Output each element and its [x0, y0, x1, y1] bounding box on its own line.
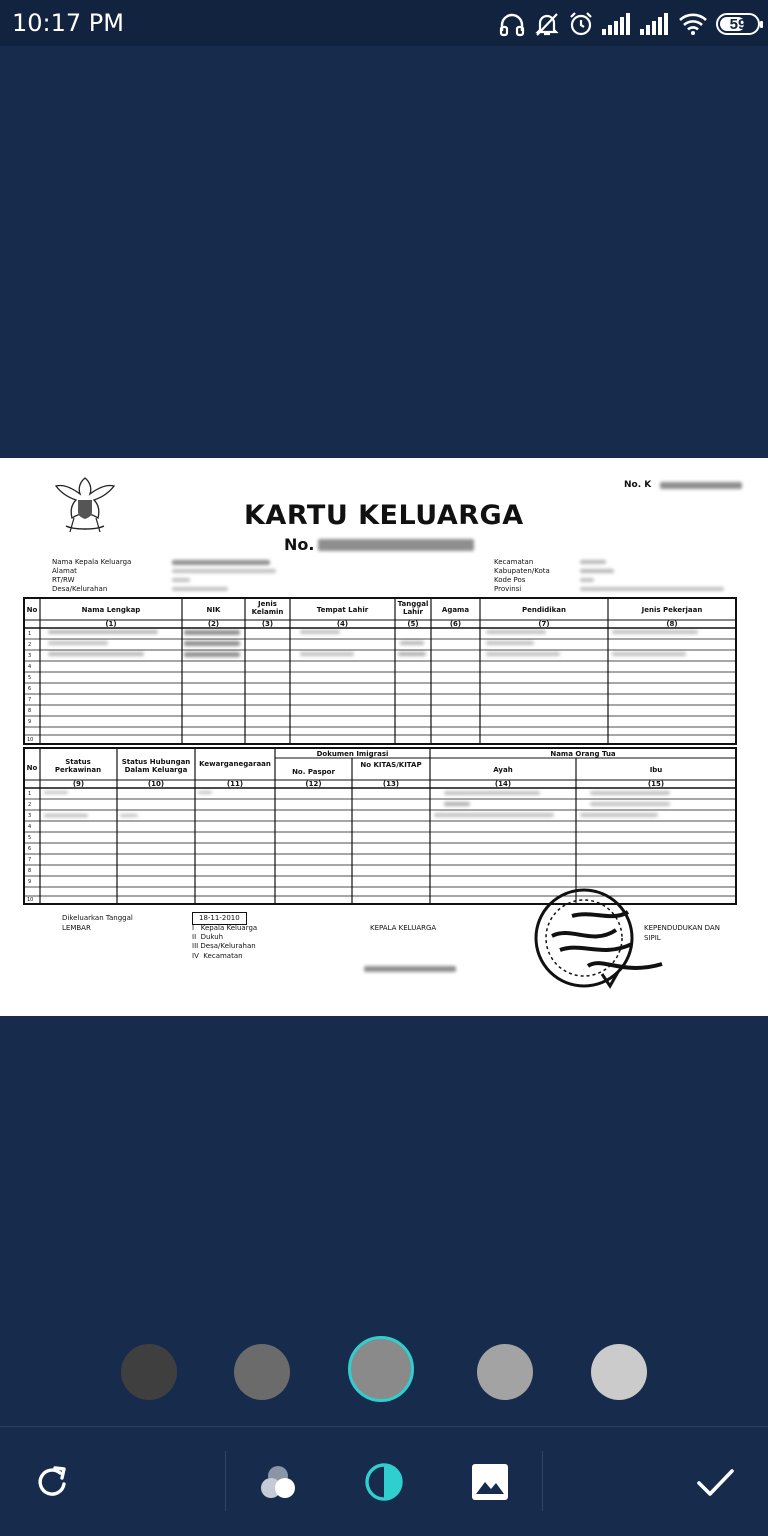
- office-label: SIPIL: [644, 934, 661, 942]
- redacted-cell: [590, 791, 670, 795]
- status-icons: [498, 8, 760, 40]
- redacted-cell: [580, 813, 658, 817]
- issued-label: Dikeluarkan Tanggal: [62, 914, 133, 922]
- table1-header-no: No: [26, 606, 38, 614]
- field-label: Kode Pos: [494, 576, 526, 584]
- svg-text:8: 8: [28, 868, 32, 874]
- office-label: KEPENDUDUKAN DAN: [644, 924, 720, 932]
- table2-header-marital: Status Perkawinan: [54, 758, 102, 774]
- table2-header-passport: No. Paspor: [292, 768, 335, 776]
- signal-icon: [602, 13, 632, 35]
- redacted-cell: [486, 641, 534, 645]
- svg-text:6: 6: [28, 686, 32, 692]
- redacted-cell: [198, 791, 212, 794]
- top-right-label: No. K: [624, 480, 652, 490]
- svg-text:3: 3: [28, 813, 32, 819]
- svg-text:4: 4: [28, 664, 32, 670]
- check-icon: [694, 1461, 736, 1503]
- table1-colnum: (4): [336, 620, 349, 628]
- toolbar-separator: [225, 1451, 226, 1511]
- redacted-cell: [184, 641, 240, 646]
- svg-text:3: 3: [28, 653, 32, 659]
- svg-text:2: 2: [28, 642, 32, 648]
- table1-colnum: (8): [666, 620, 678, 628]
- status-time: 10:17 PM: [12, 9, 124, 37]
- redacted-cell: [300, 630, 340, 634]
- table1-header-gender: Jenis Kelamin: [251, 600, 284, 616]
- signal-icon: [640, 13, 670, 35]
- redacted-cell: [184, 630, 240, 635]
- redacted-cell: [48, 652, 144, 656]
- issued-date: 18-11-2010: [192, 912, 247, 925]
- redacted-cell: [444, 802, 470, 806]
- field-label: Kecamatan: [494, 558, 534, 566]
- redacted-cell: [398, 652, 426, 656]
- svg-text:9: 9: [28, 719, 32, 725]
- redacted-cell: [400, 641, 424, 645]
- svg-text:9: 9: [28, 879, 32, 885]
- table1-header-religion: Agama: [441, 606, 470, 614]
- filter-swatch-2[interactable]: [234, 1344, 290, 1400]
- filter-swatches: [0, 1336, 768, 1408]
- filter-swatch-5[interactable]: [591, 1344, 647, 1400]
- contrast-button[interactable]: [359, 1457, 409, 1507]
- head-label: KEPALA KELUARGA: [370, 924, 437, 932]
- table1-colnum: (6): [449, 620, 462, 628]
- table1-colnum: (5): [407, 620, 419, 628]
- table2-colnum: (9): [72, 780, 85, 788]
- field-label: Alamat: [52, 567, 77, 575]
- svg-text:2: 2: [28, 802, 32, 808]
- rotate-button[interactable]: [28, 1457, 78, 1507]
- table2-group-parents: Nama Orang Tua: [550, 750, 616, 758]
- sheet-item: IV Kecamatan: [192, 952, 243, 960]
- filter-swatch-3-selected[interactable]: [348, 1336, 414, 1402]
- redacted-cell: [612, 652, 686, 656]
- scanned-document[interactable]: [0, 458, 768, 1016]
- redacted-cell: [48, 630, 158, 634]
- wifi-icon: [678, 12, 708, 36]
- field-label: Nama Kepala Keluarga: [52, 558, 132, 566]
- color-filter-button[interactable]: [253, 1457, 303, 1507]
- alarm-icon: [568, 11, 594, 37]
- field-label: Provinsi: [494, 585, 522, 593]
- redacted-cell: [590, 802, 670, 806]
- sheet-item: I Kepala Keluarga: [192, 924, 258, 932]
- redacted-cell: [486, 630, 546, 634]
- table2-colnum: (12): [305, 780, 322, 788]
- rotate-icon: [33, 1462, 73, 1502]
- contrast-icon: [363, 1461, 405, 1503]
- table1-header-job: Jenis Pekerjaan: [641, 606, 703, 614]
- table1-header-birthdate: Tanggal Lahir: [397, 600, 429, 616]
- redacted-cell: [486, 652, 560, 656]
- field-label: RT/RW: [52, 576, 75, 584]
- svg-text:5: 5: [28, 835, 32, 841]
- table2-colnum: (14): [494, 780, 512, 788]
- image-icon: [469, 1461, 511, 1503]
- table2-header-citizenship: Kewarganegaraan: [199, 760, 271, 768]
- table2-colnum: (13): [382, 780, 400, 788]
- svg-text:4: 4: [28, 824, 32, 830]
- sheet-item: III Desa/Kelurahan: [192, 942, 256, 950]
- color-filter-icon: [256, 1460, 300, 1504]
- svg-text:10: 10: [27, 897, 34, 903]
- headphones-icon: [498, 11, 526, 37]
- official-stamp-icon: [532, 886, 682, 996]
- sheet-label: LEMBAR: [62, 924, 91, 932]
- svg-text:1: 1: [28, 791, 32, 797]
- svg-text:8: 8: [28, 708, 32, 714]
- battery-level: 59: [729, 15, 747, 33]
- table2-group-immigration: Dokumen Imigrasi: [316, 750, 389, 758]
- document-title: KARTU KELUARGA: [244, 500, 524, 531]
- table1-colnum: (7): [538, 620, 550, 628]
- redacted-cell: [300, 652, 354, 656]
- field-label: Kabupaten/Kota: [494, 567, 550, 575]
- table1-header-education: Pendidikan: [521, 606, 567, 614]
- table1-colnum: (2): [207, 620, 220, 628]
- redacted-cell: [444, 791, 540, 795]
- confirm-button[interactable]: [690, 1457, 740, 1507]
- table2-header-father: Ayah: [493, 766, 513, 774]
- sheet-item: II Dukuh: [192, 933, 224, 941]
- table1-header-birthplace: Tempat Lahir: [316, 606, 369, 614]
- redacted-cell: [184, 652, 240, 657]
- redacted-cell: [48, 641, 108, 645]
- toolbar-separator: [542, 1451, 543, 1511]
- table1-colnum: (1): [105, 620, 117, 628]
- svg-text:6: 6: [28, 846, 32, 852]
- table2-colnum: (11): [226, 780, 244, 788]
- table2-header-no: No: [26, 764, 38, 772]
- table2-header-relationship: Status Hubungan Dalam Keluarga: [121, 758, 191, 774]
- table1-colnum: (3): [261, 620, 274, 628]
- table2-colnum: (10): [147, 780, 165, 788]
- battery-icon: [716, 13, 760, 35]
- table2-header-mother: Ibu: [649, 766, 663, 774]
- redacted-cell: [434, 813, 554, 817]
- svg-text:7: 7: [28, 857, 32, 863]
- svg-text:7: 7: [28, 697, 32, 703]
- filter-swatch-4[interactable]: [477, 1344, 533, 1400]
- redacted-cell: [612, 630, 698, 634]
- status-bar: [0, 0, 768, 46]
- table2-colnum: (15): [647, 780, 665, 788]
- table2-header-kitas: No KITAS/KITAP: [360, 761, 422, 769]
- table1-header-name: Nama Lengkap: [81, 606, 141, 614]
- svg-text:10: 10: [27, 737, 34, 743]
- head-signature-name: [364, 966, 456, 972]
- bottom-toolbar: [0, 1427, 768, 1536]
- image-button[interactable]: [465, 1457, 515, 1507]
- redacted-cell: [44, 814, 88, 817]
- redacted-cell: [120, 814, 138, 817]
- filter-swatch-1[interactable]: [121, 1344, 177, 1400]
- field-label: Desa/Kelurahan: [52, 585, 108, 593]
- bell-off-icon: [534, 11, 560, 37]
- svg-text:1: 1: [28, 631, 32, 637]
- document-number-label: No.: [284, 535, 315, 554]
- redacted-cell: [44, 791, 68, 794]
- table1-header-nik: NIK: [206, 606, 221, 614]
- svg-text:5: 5: [28, 675, 32, 681]
